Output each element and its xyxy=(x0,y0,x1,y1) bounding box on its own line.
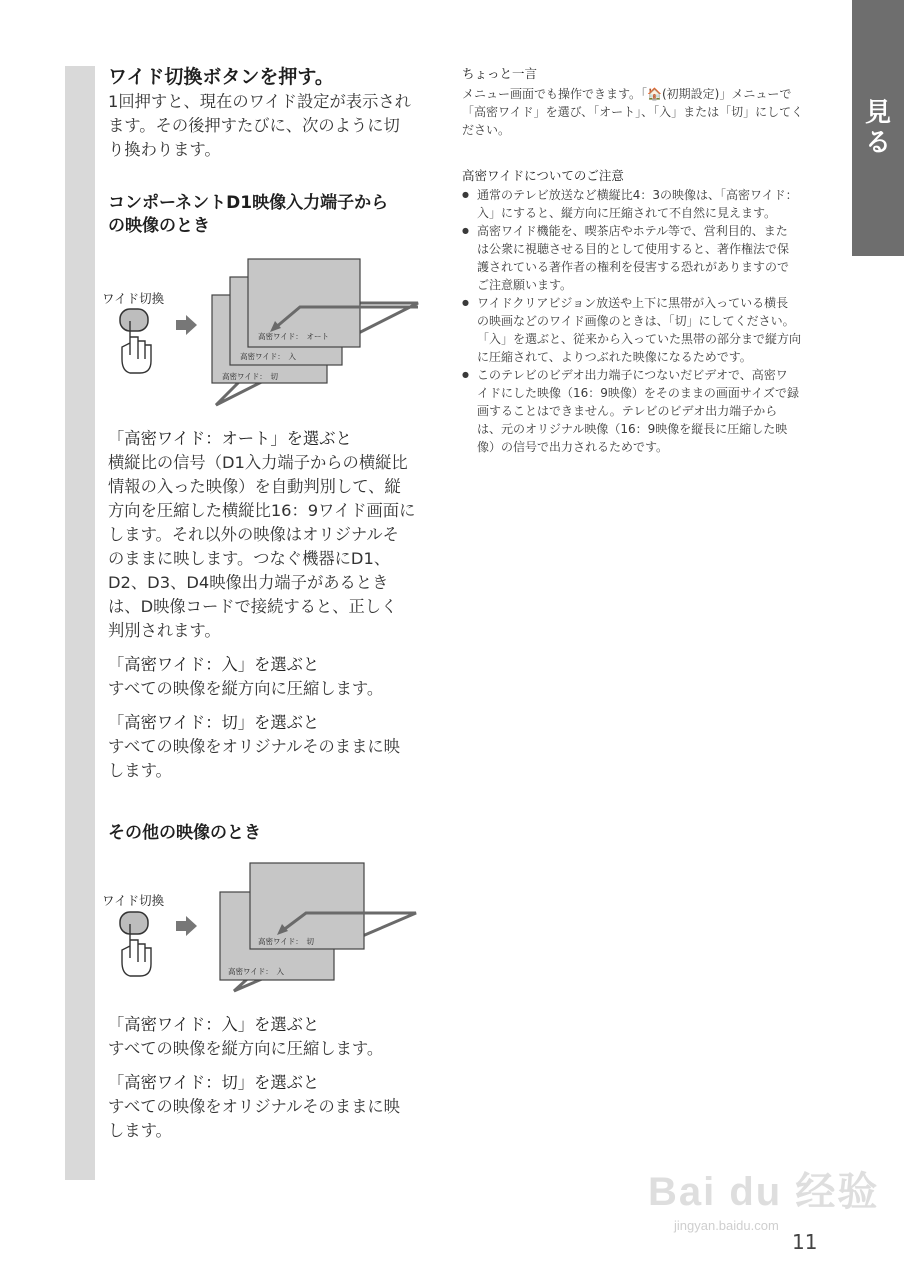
baidu-watermark-url: jingyan.baidu.com xyxy=(674,1218,779,1233)
caution-list xyxy=(462,186,832,456)
screen-off-label: 高密ワイド： 切 xyxy=(222,372,279,381)
wide-mode-diagram-1 xyxy=(100,255,430,410)
item-auto-heading: 「高密ワイド：オート」を選ぶと xyxy=(108,429,352,448)
caution-box xyxy=(462,166,832,456)
hand-press-icon xyxy=(120,309,151,373)
section2-heading: その他の映像のとき xyxy=(108,823,261,843)
caution-item: ● このテレビのビデオ出力端子につないだビデオで、高密ワ イドにした映像（16：9映像）をそのままの画面サイズで録 画することはできません。テレビのビデオ出力端子から は、元のオリジナル映像（16：9映像を縦長に圧縮した映 像）の信号で出力されるためです。 xyxy=(462,366,832,456)
section2-items xyxy=(108,1013,428,1143)
baidu-watermark: Bai du 经验 xyxy=(648,1170,880,1214)
screen-on-label: 高密ワイド： 入 xyxy=(240,352,297,361)
item-off-heading: 「高密ワイド：切」を選ぶと xyxy=(108,713,320,732)
wide-button-label: ワイド切換 xyxy=(102,893,165,908)
screen-on-label: 高密ワイド： 入 xyxy=(228,967,285,976)
tip-box xyxy=(462,64,832,139)
step-intro: 1回押すと、現在のワイド設定が表示され ます。その後押すたびに、次のように切 り換わります。 xyxy=(108,92,411,159)
caution-item: ● ワイドクリアビジョン放送や上下に黒帯が入っている横長 の映画などのワイド画像のときは、「切」にしてください。 「入」を選ぶと、従来から入っていた黒帯の部分まで縦方向 に圧縮されて、よりつぶれた映像になるためです。 xyxy=(462,294,832,366)
caution-item: ● 通常のテレビ放送など横縦比4：3の映像は、「高密ワイド： 入」にすると、縦方向に圧縮されて不自然に見えます。 xyxy=(462,186,832,222)
step-title: ワイド切換ボタンを押す。 xyxy=(108,66,334,88)
arrow-right-icon xyxy=(176,916,197,936)
caution-title: 高密ワイドについてのご注意 xyxy=(462,168,624,183)
screen-auto-label: 高密ワイド： オート xyxy=(258,332,330,341)
item-auto-body: 横縦比の信号（D1入力端子からの横縦比 情報の入った映像）を自動判別して、縦 方向を圧縮した横縦比16：9ワイド画面に します。それ以外の映像はオリジナルそ のままに映します。つなぐ機器にD1、 D2、D3、D4映像出力端子があるとき は、D映像コードで接続すると、正しく 判別されます。 xyxy=(108,453,416,640)
wide-button-label: ワイド切換 xyxy=(102,291,165,306)
screen-off-label: 高密ワイド： 切 xyxy=(258,937,315,946)
wide-mode-diagram-2 xyxy=(100,858,430,998)
caution-item: ● 高密ワイド機能を、喫茶店やホテル等で、営利目的、また は公衆に視聴させる目的として使用すると、著作権法で保 護されている著作者の権利を侵害する恐れがありますので ご注意願います。 xyxy=(462,222,832,294)
tip-title: ちょっと一言 xyxy=(462,66,538,81)
section-tab-label: 見る xyxy=(864,98,891,158)
section1-heading: コンポーネントD1映像入力端子から の映像のとき xyxy=(108,193,389,236)
arrow-right-icon xyxy=(176,315,197,335)
item-off-body: すべての映像をオリジナルそのままに映 します。 xyxy=(108,737,400,780)
hand-press-icon xyxy=(120,912,151,976)
item-on-heading: 「高密ワイド：入」を選ぶと xyxy=(108,1015,320,1034)
item-off-body: すべての映像をオリジナルそのままに映 します。 xyxy=(108,1097,400,1140)
left-margin-bar xyxy=(65,66,95,1180)
section1-items xyxy=(108,427,428,783)
item-off-heading: 「高密ワイド：切」を選ぶと xyxy=(108,1073,320,1092)
tip-body: メニュー画面でも操作できます。「🏠(初期設定)」メニューで 「高密ワイド」を選び、「オート」、「入」または「切」にしてく ださい。 xyxy=(462,87,804,137)
item-on-heading: 「高密ワイド：入」を選ぶと xyxy=(108,655,320,674)
item-on-body: すべての映像を縦方向に圧縮します。 xyxy=(108,679,384,698)
item-on-body: すべての映像を縦方向に圧縮します。 xyxy=(108,1039,384,1058)
page-number: 11 xyxy=(792,1230,818,1254)
